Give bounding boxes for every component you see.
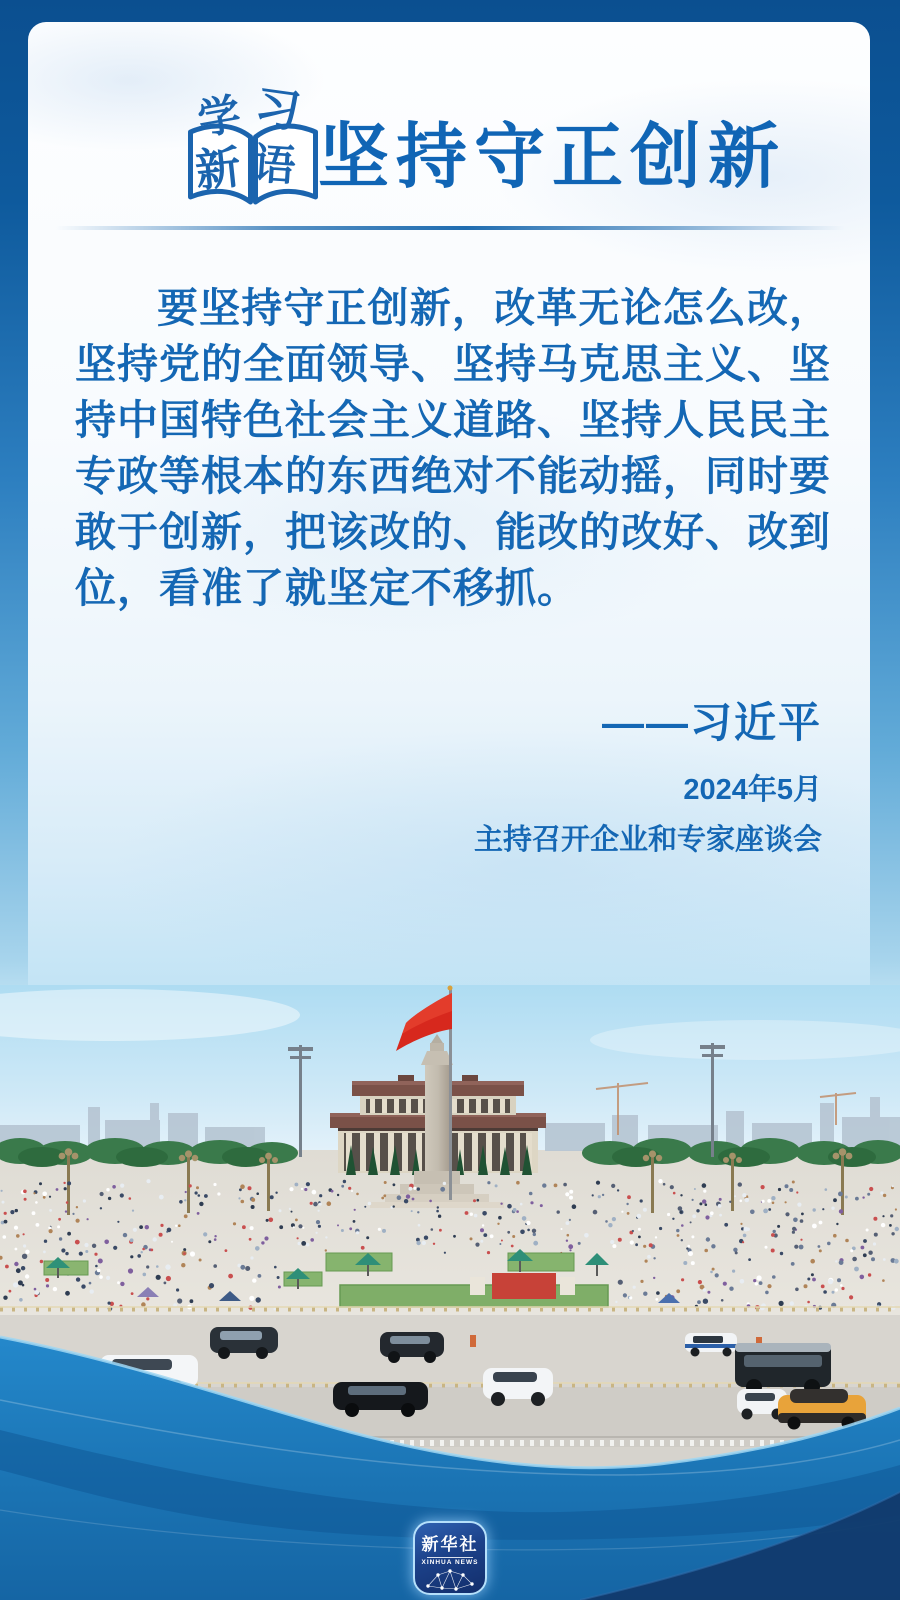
logo-char-xue: 学 [194,90,245,145]
quote-card [28,22,870,985]
page-title: 坚持守正创新 [318,118,787,197]
header-divider [55,226,845,230]
attribution-block [474,690,822,858]
attribution-author: ——习近平 [601,699,822,746]
xinhua-news-badge [413,1521,487,1595]
logo-char-yu: 语 [251,140,298,191]
attribution-date: 2024年5月 [683,774,822,806]
quote-text: 要坚持守正创新，改革无论怎么改，坚持党的全面领导、坚持马克思主义、坚持中国特色社会主义道路、坚持人民民主专政等根本的东西绝对不能动摇，同时要敢于创新，把该改的、能改的改好、改到位，看准了就坚定不移抓。 [75,285,831,611]
badge-divider [427,1557,473,1558]
attribution-occasion: 主持召开企业和专家座谈会 [473,824,822,856]
logo-char-xi: 习 [251,82,304,138]
xuexi-xinyu-logo [178,82,328,222]
badge-network-icon [422,1568,478,1592]
badge-cn-label: 新华社 [421,1535,479,1554]
logo-char-xin: 新 [192,141,244,197]
badge-en-label: XINHUA NEWS [421,1559,479,1566]
